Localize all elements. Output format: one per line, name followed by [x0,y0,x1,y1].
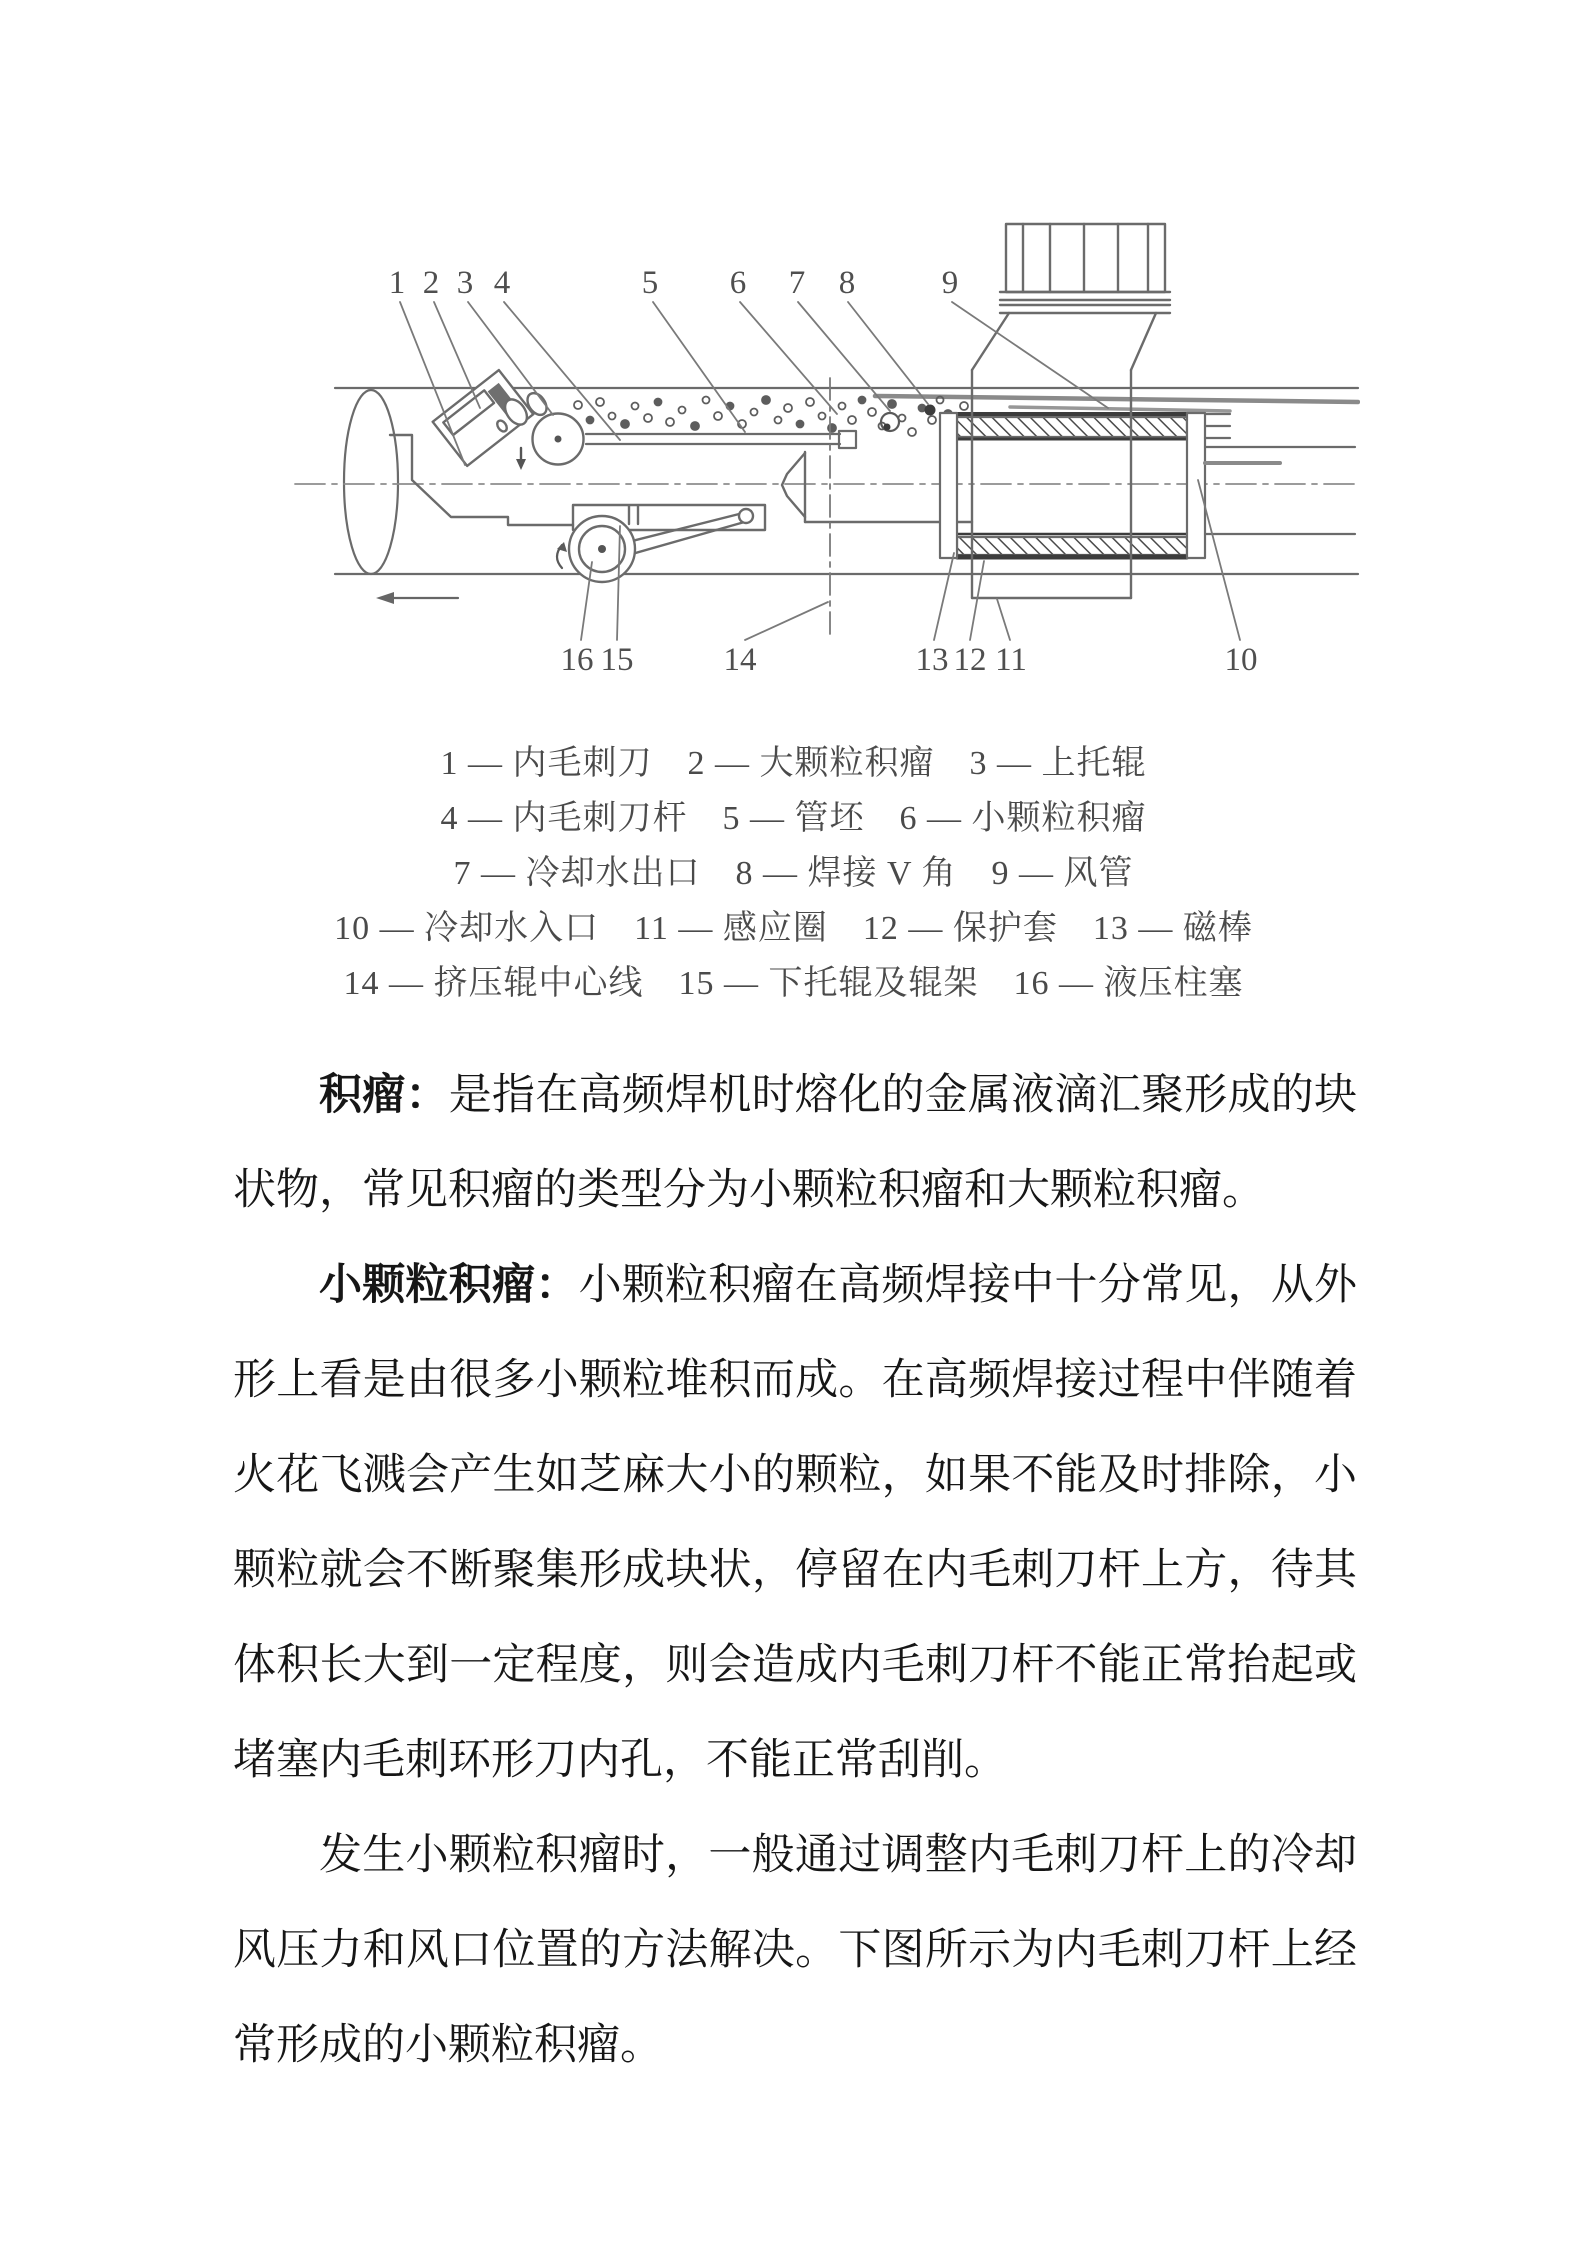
legend-line-5: 14 — 挤压辊中心线 15 — 下托辊及辊架 16 — 液压柱塞 [343,965,1244,1002]
protective-sleeve-hatch-top [957,417,1187,437]
lower-roller-assembly [557,509,753,582]
callout-8: 8 [838,265,856,301]
figure-legend [0,736,1587,1011]
squeeze-roller-wedge [782,452,805,522]
body-line-text: 风压力和风口位置的方法解决。下图所示为内毛刺刀杆上经 [233,1927,1357,1974]
body-line [233,1998,1357,2093]
body-line [233,1618,1357,1713]
callout-7: 7 [788,265,806,301]
callout-13: 13 [915,642,949,678]
body-line-text: 状物，常见积瘤的类型分为小颗粒积瘤和大颗粒积瘤。 [233,1167,1265,1214]
callout-5: 5 [641,265,659,301]
body-line [233,1808,1357,1903]
inner-burr-cutter-block [433,370,551,466]
callout-2: 2 [422,265,440,301]
air-duct-funnel [972,224,1170,370]
callout-1: 1 [388,265,406,301]
body-line [233,1238,1357,1333]
upper-support-roller [533,414,584,465]
callout-10: 10 [1224,642,1258,678]
welding-machine-diagram [240,150,1360,680]
body-line-text: 小颗粒积瘤在高频焊接中十分常见，从外 [578,1262,1358,1309]
body-line [233,1048,1357,1143]
term-jiliu: 积瘤： [319,1072,449,1119]
callout-numbers [389,265,1258,678]
small-particle-dots [574,396,976,436]
callout-leader-lines [400,302,1240,640]
body-line [233,1143,1357,1238]
body-line-text: 颗粒就会不断聚集形成块状，停留在内毛刺刀杆上方，待其 [233,1547,1357,1594]
body-line-text: 形上看是由很多小颗粒堆积而成。在高频焊接过程中伴随着 [233,1357,1357,1404]
body-text [233,1048,1357,2093]
callout-11: 11 [995,642,1027,678]
induction-coil-assembly [940,413,1355,558]
body-line-text: 体积长大到一定程度，则会造成内毛刺刀杆不能正常抬起或 [233,1642,1357,1689]
body-line [233,1333,1357,1428]
body-line [233,1523,1357,1618]
callout-12: 12 [953,642,987,678]
callout-14: 14 [723,642,757,678]
callout-4: 4 [493,265,511,301]
weld-v-strip-lines [875,396,1358,411]
body-line-text: 火花飞溅会产生如芝麻大小的颗粒，如果不能及时排除，小 [233,1452,1357,1499]
body-line-text: 堵塞内毛刺环形刀内孔，不能正常刮削。 [233,1737,1007,1784]
callout-15: 15 [600,642,634,678]
callout-16: 16 [560,642,594,678]
inner-burr-cutter-rod [586,431,856,448]
callout-3: 3 [456,265,474,301]
cutter-motion-arrow [516,448,526,470]
weld-v-point [925,405,936,416]
legend-line-2: 4 — 内毛刺刀杆 5 — 管坯 6 — 小颗粒积瘤 [440,800,1147,837]
protective-sleeve-hatch-bottom [957,537,1187,555]
body-line [233,1428,1357,1523]
legend-line-3: 7 — 冷却水出口 8 — 焊接 V 角 9 — 风管 [453,855,1134,892]
body-line [233,1903,1357,1998]
legend-line-4: 10 — 冷却水入口 11 — 感应圈 12 — 保护套 13 — 磁棒 [334,910,1253,947]
pipe-direction-arrow [376,592,458,604]
callout-9: 9 [941,265,959,301]
body-line [233,1713,1357,1808]
term-xiaokeli-jiliu: 小颗粒积瘤： [319,1262,579,1309]
callout-6: 6 [729,265,747,301]
legend-line-1: 1 — 内毛刺刀 2 — 大颗粒积瘤 3 — 上托辊 [440,745,1147,782]
body-line-text: 发生小颗粒积瘤时，一般通过调整内毛刺刀杆上的冷却 [319,1832,1357,1879]
welding-machine-figure [240,150,1360,680]
body-line-text: 是指在高频焊机时熔化的金属液滴汇聚形成的块 [448,1072,1358,1119]
body-line-text: 常形成的小颗粒积瘤。 [233,2022,663,2069]
